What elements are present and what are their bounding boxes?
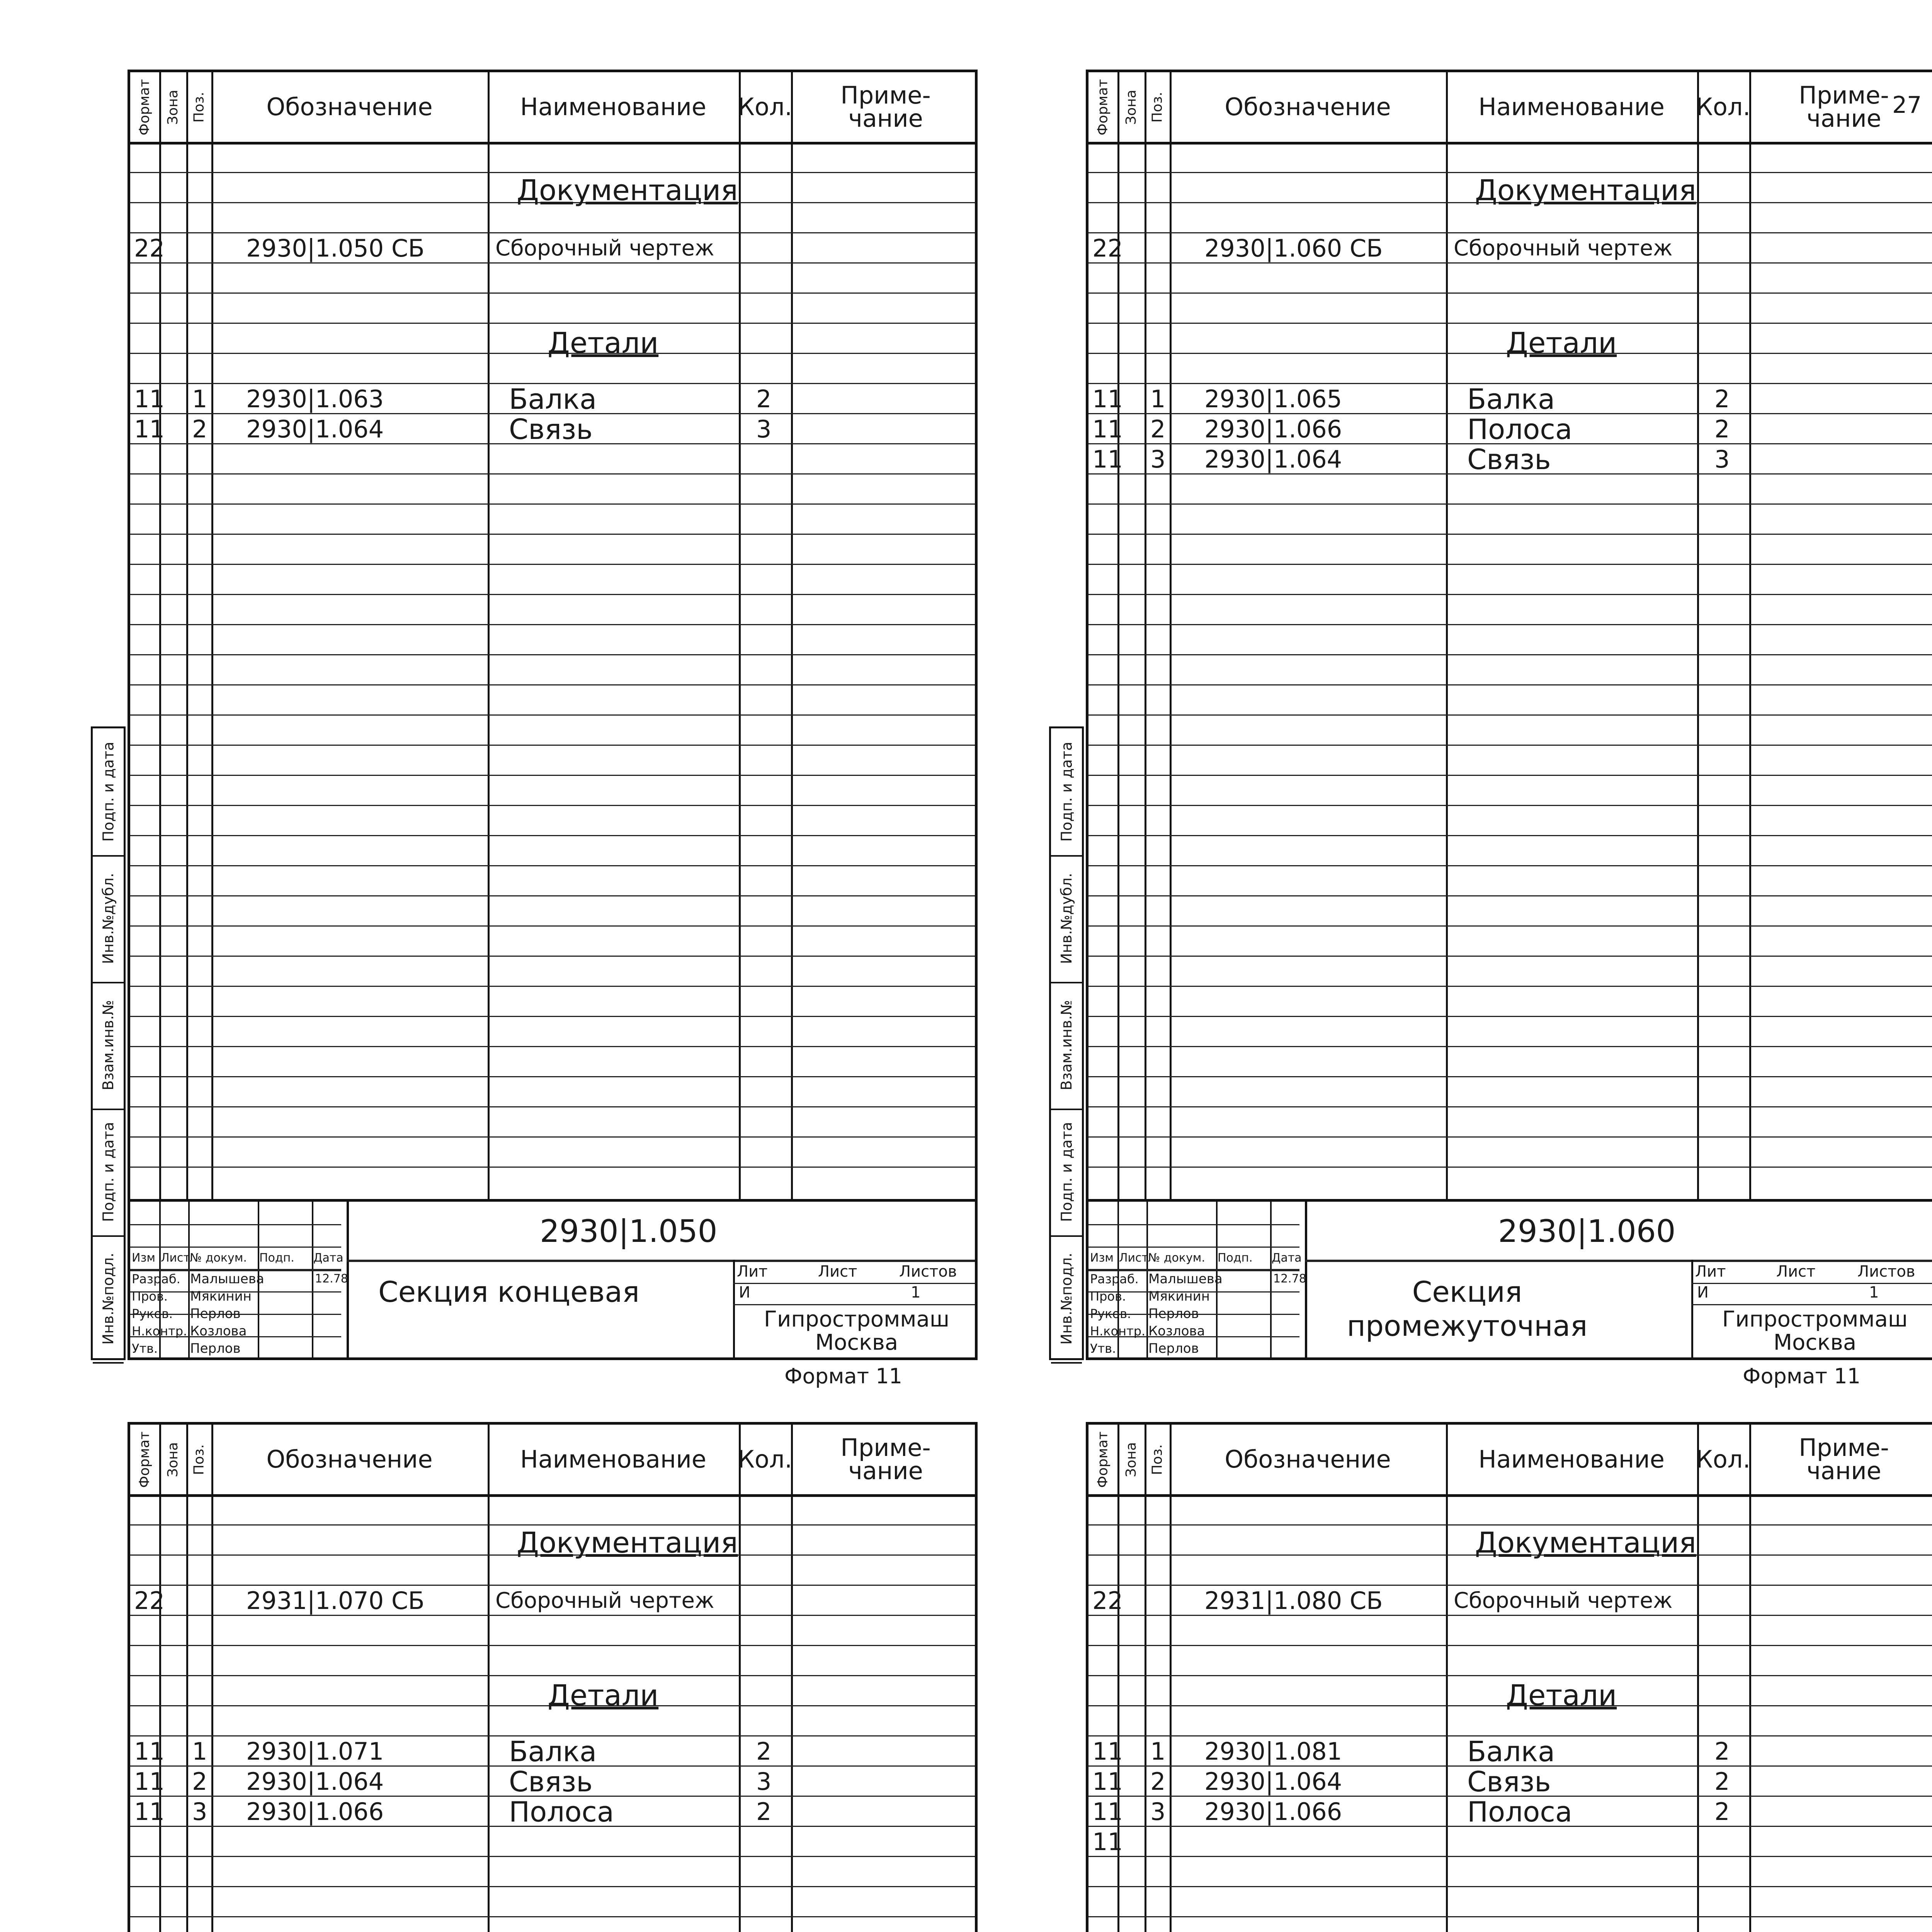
side-strip-label: Инв.№дубл.: [1058, 873, 1075, 964]
documentation-heading: Документация: [517, 174, 738, 207]
title-block-row-line: [130, 1224, 341, 1225]
detail-qty: 3: [1714, 445, 1730, 473]
row-line: [1088, 1136, 1932, 1138]
row-line: [130, 714, 975, 716]
title-block-izm: Изм: [1090, 1251, 1114, 1265]
header-zone-label: Зона: [1123, 1442, 1139, 1477]
title-block-role-nkontr: Н.контр.: [1090, 1324, 1146, 1338]
detail-format: 11: [1092, 1828, 1123, 1856]
detail-qty: 2: [1714, 415, 1730, 443]
column-divider: [211, 72, 213, 1199]
row-line: [1088, 654, 1932, 655]
header-divider: [1088, 1494, 1932, 1497]
detail-designation: 2930|1.064: [246, 415, 384, 443]
side-strip-label: Подп. и дата: [100, 742, 117, 842]
header-divider: [130, 142, 975, 145]
doc-row-format: 22: [134, 1587, 165, 1615]
row-line: [1088, 1076, 1932, 1077]
column-divider: [1170, 72, 1172, 1199]
title-block-code-line: [1305, 1260, 1932, 1262]
title-block: [128, 1202, 978, 1360]
row-line: [1088, 925, 1932, 927]
row-line: [130, 835, 975, 836]
spec-table: [128, 70, 978, 1202]
row-line: [130, 684, 975, 685]
title-block-role-utv: Утв.: [132, 1341, 158, 1356]
spec-table: [1086, 1422, 1932, 1932]
title-block-person-rukov: Перлов: [1148, 1306, 1199, 1321]
side-strip-cell: [93, 982, 124, 1110]
format-label: Формат 11: [1743, 1364, 1861, 1388]
row-line: [130, 564, 975, 565]
side-strip-label: Взам.инв.№: [1058, 1000, 1075, 1090]
detail-name: Связь: [509, 413, 593, 446]
header-format: [1088, 72, 1117, 142]
header-designation: Обозначение: [1225, 1445, 1391, 1473]
row-line: [130, 1046, 975, 1047]
detail-designation: 2930|1.066: [246, 1798, 384, 1826]
header-format: [130, 1425, 159, 1494]
row-line: [130, 1524, 975, 1526]
row-line: [1088, 1524, 1932, 1526]
header-pos: [1145, 1425, 1170, 1494]
document-title: Секция концевая: [378, 1276, 640, 1309]
side-strip-label: Инв.№подл.: [100, 1252, 117, 1345]
header-zone: [1117, 1425, 1145, 1494]
row-line: [130, 1645, 975, 1646]
row-line: [130, 1856, 975, 1857]
detail-pos: 3: [192, 1798, 207, 1826]
detail-qty: 2: [1714, 1737, 1730, 1765]
title-block-listov-value: 1: [1869, 1284, 1879, 1301]
row-line: [130, 1167, 975, 1168]
row-line: [1088, 1106, 1932, 1107]
spec-sheet-1: [100, 70, 978, 1388]
header-zone: [1117, 72, 1145, 142]
detail-qty: 2: [756, 1737, 772, 1765]
detail-qty: 2: [1714, 1798, 1730, 1826]
documentation-heading: Документация: [1475, 174, 1696, 207]
doc-row-name: Сборочный чертеж: [1454, 1588, 1673, 1613]
title-block-list2: Лист: [1776, 1263, 1816, 1281]
side-strip-cell: [93, 728, 124, 857]
title-block-lit: Лит: [737, 1263, 768, 1281]
title-block-data: Дата: [1272, 1251, 1302, 1265]
detail-designation: 2930|1.064: [1204, 1767, 1342, 1796]
row-line: [130, 805, 975, 806]
title-block-lit: Лит: [1695, 1263, 1726, 1281]
row-line: [130, 1675, 975, 1676]
title-block: [1086, 1202, 1932, 1360]
side-strip-cell: [93, 855, 124, 983]
detail-qty: 2: [756, 385, 772, 413]
column-divider: [791, 72, 793, 1199]
row-line: [130, 1016, 975, 1017]
row-line: [130, 503, 975, 505]
row-line: [130, 1076, 975, 1077]
detail-designation: 2930|1.064: [246, 1767, 384, 1796]
column-divider: [739, 72, 741, 1199]
row-line: [1088, 835, 1932, 836]
detail-format: 11: [1092, 1767, 1123, 1796]
title-block-person-utv: Перлов: [190, 1341, 241, 1356]
title-block-person-prov: Мякинин: [190, 1289, 252, 1304]
title-block-date: 12.78: [1273, 1272, 1306, 1286]
row-line: [1088, 956, 1932, 957]
header-pos-label: Поз.: [1149, 92, 1165, 122]
header-designation: Обозначение: [266, 93, 433, 121]
header-zone-label: Зона: [165, 1442, 181, 1477]
title-block-row-line: [130, 1247, 341, 1248]
row-line: [1088, 564, 1932, 565]
title-block-ndoc: № докум.: [190, 1251, 247, 1265]
header-name: Наименование: [1478, 93, 1665, 121]
header-zone-label: Зона: [1123, 89, 1139, 125]
row-line: [130, 594, 975, 595]
row-line: [1088, 714, 1932, 716]
title-block-role-prov: Пров.: [1090, 1289, 1126, 1304]
row-line: [1088, 895, 1932, 896]
detail-qty: 2: [756, 1798, 772, 1826]
title-block-person-razrab: Малышева: [190, 1271, 264, 1287]
title-block-person-utv: Перлов: [1148, 1341, 1199, 1356]
row-line: [1088, 293, 1932, 294]
title-block-person-nkontr: Козлова: [190, 1323, 247, 1339]
row-line: [1088, 323, 1932, 324]
row-line: [130, 1916, 975, 1917]
detail-format: 11: [134, 415, 165, 443]
row-line: [130, 925, 975, 927]
header-pos: [186, 72, 211, 142]
header-pos-label: Поз.: [191, 92, 207, 122]
row-line: [1088, 986, 1932, 987]
title-block-izm: Изм: [132, 1251, 156, 1265]
detail-designation: 2930|1.081: [1204, 1737, 1342, 1765]
side-strip-cell: [93, 1109, 124, 1237]
title-block-list: Лист: [1119, 1251, 1149, 1265]
row-line: [130, 1136, 975, 1138]
header-format-label: Формат: [137, 78, 153, 136]
title-block-person-prov: Мякинин: [1148, 1289, 1210, 1304]
title-block-person-rukov: Перлов: [190, 1306, 241, 1321]
detail-name: Связь: [1467, 1765, 1551, 1798]
doc-row-designation: 2931|1.070 СБ: [246, 1587, 425, 1615]
row-line: [130, 745, 975, 746]
side-strip-cell: [93, 1235, 124, 1364]
header-pos-label: Поз.: [191, 1444, 207, 1475]
header-zone-label: Зона: [165, 89, 181, 125]
side-strip-cell: [1051, 1109, 1082, 1237]
detail-designation: 2930|1.066: [1204, 1798, 1342, 1826]
row-line: [130, 1886, 975, 1887]
column-divider: [1749, 72, 1751, 1199]
title-block-lit-value: И: [1697, 1284, 1709, 1301]
row-line: [1088, 624, 1932, 625]
side-strip-cell: [1051, 855, 1082, 983]
header-name: Наименование: [520, 93, 706, 121]
header-format: [130, 72, 159, 142]
side-strip-label: Подп. и дата: [1058, 1122, 1075, 1222]
row-line: [130, 624, 975, 625]
title-block-role-razrab: Разраб.: [132, 1272, 180, 1286]
title-block-lit-value: И: [739, 1284, 750, 1301]
title-block-ndoc: № докум.: [1148, 1251, 1205, 1265]
header-divider: [1088, 142, 1932, 145]
title-block-listov: Листов: [899, 1263, 957, 1281]
spec-table: [1086, 70, 1932, 1202]
spec-table: [128, 1422, 978, 1932]
doc-row-designation: 2930|1.050 СБ: [246, 234, 425, 262]
detail-name: Полоса: [1467, 1796, 1572, 1828]
detail-format: 11: [134, 1767, 165, 1796]
detail-designation: 2930|1.066: [1204, 415, 1342, 443]
header-name: Наименование: [1478, 1445, 1665, 1473]
detail-name: Балка: [509, 1735, 597, 1768]
row-line: [130, 172, 975, 173]
row-line: [1088, 745, 1932, 746]
header-pos-label: Поз.: [1149, 1444, 1165, 1475]
title-block-row-line: [733, 1283, 975, 1284]
title-block-data: Дата: [313, 1251, 344, 1265]
detail-pos: 2: [1150, 1767, 1166, 1796]
detail-format: 11: [134, 385, 165, 413]
header-note: Приме- чание: [840, 81, 931, 133]
detail-name: Балка: [509, 383, 597, 415]
row-line: [1088, 1016, 1932, 1017]
row-line: [1088, 775, 1932, 776]
row-line: [130, 323, 975, 324]
row-line: [1088, 865, 1932, 866]
title-block-podp: Подп.: [259, 1251, 294, 1265]
title-block-listov-value: 1: [911, 1284, 921, 1301]
doc-row-designation: 2931|1.080 СБ: [1204, 1587, 1383, 1615]
row-line: [130, 473, 975, 474]
title-block-date: 12.78: [315, 1272, 348, 1286]
title-block-role-nkontr: Н.контр.: [132, 1324, 187, 1338]
row-line: [1088, 805, 1932, 806]
detail-pos: 3: [1150, 1798, 1166, 1826]
title-block-row-line: [1691, 1283, 1932, 1284]
details-heading: Детали: [548, 1679, 659, 1712]
title-block-list: Лист: [161, 1251, 190, 1265]
title-block-role-utv: Утв.: [1090, 1341, 1116, 1356]
spec-sheet-4: [1086, 1422, 1932, 1932]
detail-format: 11: [1092, 415, 1123, 443]
details-heading: Детали: [548, 327, 659, 360]
header-qty: Кол.: [737, 1445, 793, 1473]
details-heading: Детали: [1506, 1679, 1617, 1712]
header-zone: [159, 1425, 186, 1494]
title-block-podp: Подп.: [1218, 1251, 1253, 1265]
row-line: [1088, 1645, 1932, 1646]
detail-format: 11: [1092, 385, 1123, 413]
detail-designation: 2930|1.065: [1204, 385, 1342, 413]
detail-pos: 2: [192, 415, 207, 443]
title-block-row-line: [1691, 1304, 1932, 1305]
doc-row-name: Сборочный чертеж: [495, 1588, 714, 1613]
row-line: [1088, 172, 1932, 173]
title-block-listov: Листов: [1857, 1263, 1915, 1281]
detail-format: 11: [1092, 445, 1123, 473]
column-divider: [488, 72, 490, 1199]
row-line: [130, 775, 975, 776]
title-block-role-prov: Пров.: [132, 1289, 168, 1304]
header-divider: [130, 1494, 975, 1497]
row-line: [130, 986, 975, 987]
format-label: Формат 11: [784, 1364, 902, 1388]
header-note: Приме- чание: [1799, 1434, 1889, 1485]
title-block-row-line: [733, 1304, 975, 1305]
row-line: [1088, 534, 1932, 535]
documentation-heading: Документация: [517, 1526, 738, 1560]
side-strip: [1049, 726, 1084, 1360]
header-note: Приме- чание: [840, 1434, 931, 1485]
title-block-list2: Лист: [818, 1263, 857, 1281]
side-strip-cell: [1051, 728, 1082, 857]
header-format-label: Формат: [1095, 78, 1111, 136]
detail-name: Полоса: [509, 1796, 614, 1828]
document-code: 2930|1.050: [540, 1213, 718, 1249]
title-block-role-rukov: Руков.: [1090, 1306, 1131, 1321]
row-line: [1088, 1856, 1932, 1857]
detail-pos: 1: [1150, 385, 1166, 413]
header-pos: [186, 1425, 211, 1494]
detail-format: 11: [1092, 1737, 1123, 1765]
row-line: [1088, 594, 1932, 595]
row-line: [130, 293, 975, 294]
title-block-role-razrab: Разраб.: [1090, 1272, 1139, 1286]
detail-name: Полоса: [1467, 413, 1572, 446]
detail-format: 11: [1092, 1798, 1123, 1826]
detail-qty: 3: [756, 1767, 772, 1796]
row-line: [1088, 1886, 1932, 1887]
column-divider: [1446, 72, 1448, 1199]
row-line: [130, 654, 975, 655]
detail-pos: 2: [192, 1767, 207, 1796]
header-format-label: Формат: [1095, 1431, 1111, 1488]
detail-name: Балка: [1467, 383, 1555, 415]
title-block-row-line: [1088, 1247, 1299, 1248]
header-qty: Кол.: [737, 93, 793, 121]
title-block-row-line: [1088, 1224, 1299, 1225]
document-code: 2930|1.060: [1498, 1213, 1676, 1249]
title-block-person-razrab: Малышева: [1148, 1271, 1223, 1287]
detail-name: Балка: [1467, 1735, 1555, 1768]
document-title: Секция промежуточная: [1347, 1276, 1588, 1343]
header-qty: Кол.: [1696, 93, 1751, 121]
detail-designation: 2930|1.064: [1204, 445, 1342, 473]
row-line: [130, 1106, 975, 1107]
detail-pos: 3: [1150, 445, 1166, 473]
row-line: [1088, 503, 1932, 505]
row-line: [1088, 684, 1932, 685]
page-number: 27: [1892, 92, 1922, 119]
header-designation: Обозначение: [1225, 93, 1391, 121]
row-line: [1088, 1046, 1932, 1047]
side-strip: [91, 726, 126, 1360]
detail-name: Связь: [1467, 443, 1551, 476]
title-block-person-nkontr: Козлова: [1148, 1323, 1205, 1339]
header-zone: [159, 72, 186, 142]
side-strip-label: Подп. и дата: [100, 1122, 117, 1222]
detail-designation: 2930|1.063: [246, 385, 384, 413]
side-strip-label: Инв.№дубл.: [100, 873, 117, 964]
title-block-code-line: [347, 1260, 975, 1262]
detail-qty: 2: [1714, 1767, 1730, 1796]
doc-row-format: 22: [1092, 234, 1123, 262]
row-line: [130, 895, 975, 896]
title-block-role-rukov: Руков.: [132, 1306, 173, 1321]
column-divider: [1697, 72, 1699, 1199]
header-name: Наименование: [520, 1445, 706, 1473]
header-format: [1088, 1425, 1117, 1494]
detail-qty: 3: [756, 415, 772, 443]
row-line: [130, 534, 975, 535]
detail-pos: 1: [192, 1737, 207, 1765]
row-line: [130, 865, 975, 866]
side-strip-label: Подп. и дата: [1058, 742, 1075, 842]
row-line: [1088, 1675, 1932, 1676]
doc-row-name: Сборочный чертеж: [1454, 236, 1673, 261]
spec-sheet-2: [1058, 70, 1932, 1388]
column-divider: [186, 72, 188, 1199]
header-note: Приме- чание: [1799, 81, 1889, 133]
organization: Гипростроммаш Москва: [764, 1307, 950, 1355]
header-qty: Кол.: [1696, 1445, 1751, 1473]
spec-sheet-3: [128, 1422, 978, 1932]
doc-row-format: 22: [1092, 1587, 1123, 1615]
detail-name: Связь: [509, 1765, 593, 1798]
documentation-heading: Документация: [1475, 1526, 1696, 1560]
detail-format: 11: [134, 1737, 165, 1765]
side-strip-label: Взам.инв.№: [100, 1000, 117, 1090]
detail-format: 11: [134, 1798, 165, 1826]
side-strip-cell: [1051, 982, 1082, 1110]
detail-pos: 2: [1150, 415, 1166, 443]
detail-qty: 2: [1714, 385, 1730, 413]
side-strip-cell: [1051, 1235, 1082, 1364]
detail-designation: 2930|1.071: [246, 1737, 384, 1765]
header-pos: [1145, 72, 1170, 142]
side-strip-label: Инв.№подл.: [1058, 1252, 1075, 1345]
detail-pos: 1: [192, 385, 207, 413]
column-divider: [1145, 72, 1146, 1199]
header-format-label: Формат: [137, 1431, 153, 1488]
detail-pos: 1: [1150, 1737, 1166, 1765]
doc-row-name: Сборочный чертеж: [495, 236, 714, 261]
row-line: [1088, 1167, 1932, 1168]
row-line: [130, 956, 975, 957]
header-designation: Обозначение: [266, 1445, 433, 1473]
doc-row-format: 22: [134, 234, 165, 262]
doc-row-designation: 2930|1.060 СБ: [1204, 234, 1383, 262]
row-line: [1088, 1916, 1932, 1917]
organization: Гипростроммаш Москва: [1722, 1307, 1908, 1355]
details-heading: Детали: [1506, 327, 1617, 360]
